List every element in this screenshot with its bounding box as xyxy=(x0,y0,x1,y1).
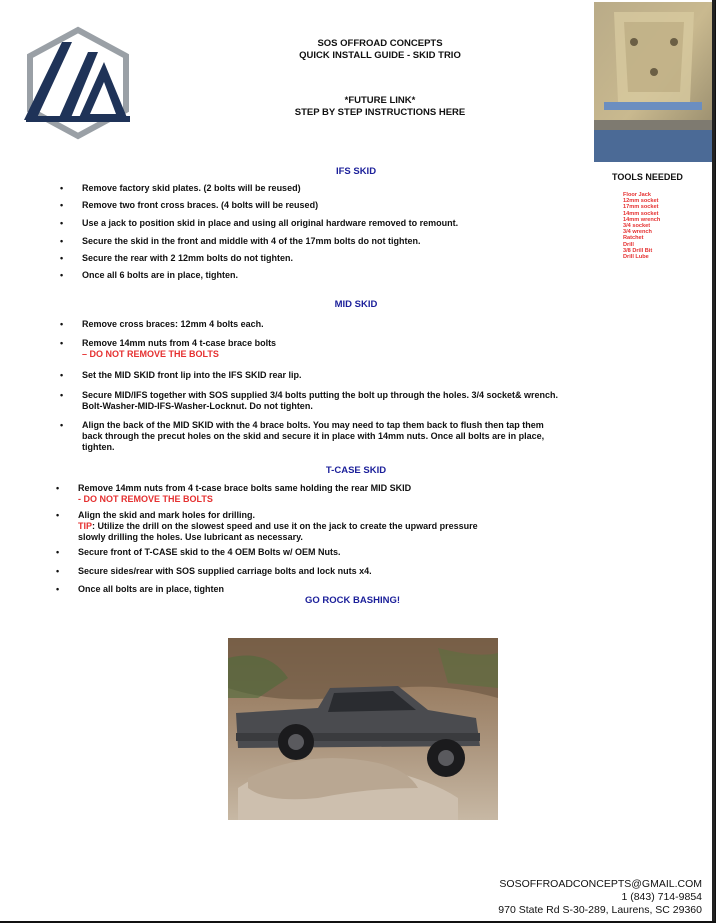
ifs-step: • Once all 6 bolts are in place, tighten. xyxy=(60,270,239,280)
tool-item: 3/4 wrench xyxy=(623,229,652,236)
mid-step: • Align the back of the MID SKID with the 4 brace bolts. You may need to tap them back to flush then tap them back through the precut holes on the skid and secure it in place with 14mm nuts. Once all bolts are in place, tighten. xyxy=(60,420,545,452)
sos-logo xyxy=(18,24,138,142)
mid-step: • Remove 14mm nuts from 4 t-case brace bolts – DO NOT REMOVE THE BOLTS xyxy=(60,338,680,360)
tcase-step: • Secure front of T-CASE skid to the 4 OEM Bolts w/ OEM Nuts. xyxy=(56,547,341,557)
mid-step: • Secure MID/IFS together with SOS supplied 3/4 bolts putting the bolt up through the holes. 3/4 socket& wrench. Bolt-Washer-MID-IFS-Washer-Locknut. Do not tighten. xyxy=(60,390,559,411)
tool-item: Drill Lube xyxy=(623,254,649,261)
skid-plate-photo xyxy=(594,2,712,162)
ifs-step: • Remove two front cross braces. (4 bolts will be reused) xyxy=(60,200,319,210)
ifs-step: • Secure the rear with 2 12mm bolts do not tighten. xyxy=(60,253,294,263)
tool-item: 17mm socket xyxy=(623,204,659,211)
ifs-section-title: IFS SKID xyxy=(335,166,377,177)
ifs-step: • Secure the skid in the front and middle with 4 of the 17mm bolts do not tighten. xyxy=(60,236,421,246)
tool-item: 3/8 Drill Bit xyxy=(623,247,653,254)
future-link: *FUTURE LINK* xyxy=(344,95,416,106)
guide-title: QUICK INSTALL GUIDE - SKID TRIO xyxy=(299,50,461,61)
contact-address: 970 State Rd S-30-289, Laurens, SC 29360 xyxy=(498,904,702,916)
tcase-step: • Once all bolts are in place, tighten xyxy=(56,584,225,594)
header-block xyxy=(240,38,520,62)
tip-label: TIP xyxy=(78,521,93,531)
contact-phone: 1 (843) 714-9854 xyxy=(621,891,702,903)
tool-item: Drill xyxy=(623,241,634,248)
closing-slogan: GO ROCK BASHING! xyxy=(305,595,400,606)
tools-title: TOOLS NEEDED xyxy=(612,172,683,182)
contact-block xyxy=(498,878,702,917)
warning-text: – DO NOT REMOVE THE BOLTS xyxy=(82,349,219,359)
tool-item: 14mm socket xyxy=(623,210,659,217)
contact-email: SOSOFFROADCONCEPTS@GMAIL.COM xyxy=(499,878,702,890)
tool-item: Floor Jack xyxy=(623,192,651,198)
ifs-step: • Use a jack to position skid in place and using all original hardware removed to remount. xyxy=(60,218,459,228)
tool-item: 12mm socket xyxy=(623,198,659,205)
tcase-section-title: T-CASE SKID xyxy=(325,465,387,476)
warning-text: - DO NOT REMOVE THE BOLTS xyxy=(78,494,213,504)
mid-step: • Remove cross braces: 12mm 4 bolts each. xyxy=(60,319,264,329)
mid-step: • Set the MID SKID front lip into the IFS SKID rear lip. xyxy=(60,370,302,380)
tool-item: 14mm wrench xyxy=(623,216,661,223)
step-by-step-note: STEP BY STEP INSTRUCTIONS HERE xyxy=(294,107,466,118)
truck-rock-photo xyxy=(228,638,498,820)
mid-section-title: MID SKID xyxy=(334,299,378,310)
tcase-step: • Secure sides/rear with SOS supplied carriage bolts and lock nuts x4. xyxy=(56,566,372,576)
ifs-step: • Remove factory skid plates. (2 bolts will be reused) xyxy=(60,183,301,193)
future-link-block xyxy=(240,95,520,119)
company-name: SOS OFFROAD CONCEPTS xyxy=(317,38,443,49)
tool-item: Ratchet xyxy=(623,235,644,242)
tcase-step: • Align the skid and mark holes for drilling. TIP: Utilize the drill on the slowest speed and use it on the jack to create the upward pressure slowly drilling the holes. Use lubricant as necessary. xyxy=(56,510,478,542)
tcase-step: • Remove 14mm nuts from 4 t-case brace bolts same holding the rear MID SKID - DO NOT REMOVE THE BOLTS xyxy=(56,483,676,505)
tool-item: 3/4 socket xyxy=(623,223,651,230)
